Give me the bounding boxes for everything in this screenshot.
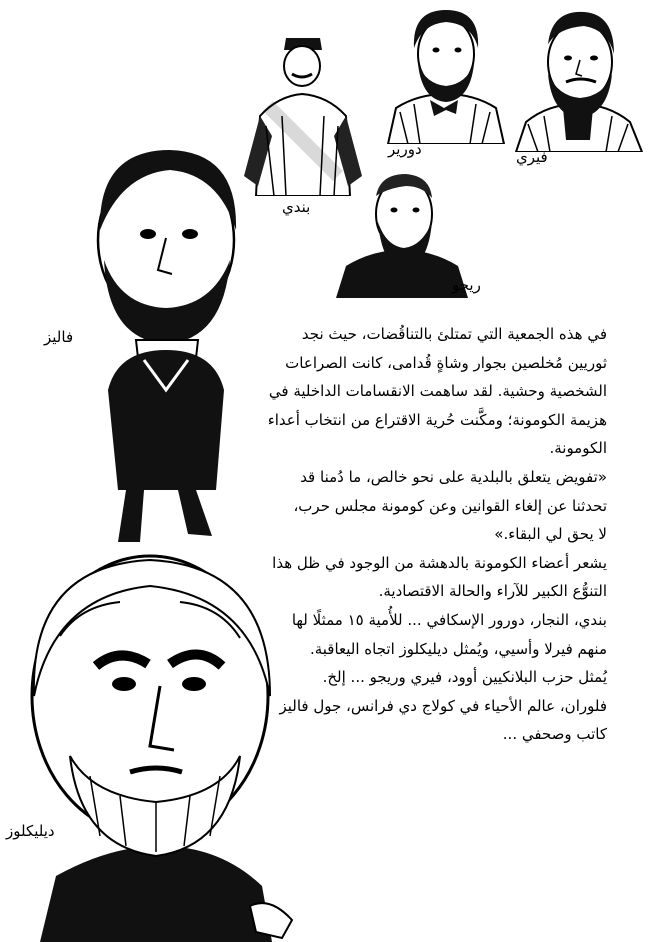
- text-line: التنوُّع الكبير للآراء والحالة الاقتصادية.: [378, 582, 607, 601]
- text-line: الكومونة.: [549, 439, 607, 458]
- text-line: كاتب وصحفي ...: [502, 725, 607, 744]
- portrait-rigo: [336, 166, 468, 298]
- text-line: فلوران، عالم الأحياء في كولاج دي فرانس، جول فاليز: [279, 696, 607, 715]
- body-text: [262, 320, 607, 749]
- quote-line: تحدثنا عن إلغاء القوانين وعن كومونة مجلس حرب،: [293, 496, 607, 515]
- portrait-dorir: [384, 4, 508, 144]
- caption-dorir: دورير: [388, 140, 422, 158]
- caption-delikloz: ديليكلوز: [6, 822, 55, 840]
- text-line: بندي، النجار، دورور الإسكافي ... للأُمية ١٥ ممثلًا لها: [291, 610, 607, 629]
- caption-rigo: ريجو: [452, 276, 481, 294]
- quote-line: لا يحق لي البقاء.»: [494, 525, 607, 544]
- text-line: الشخصية وحشية. لقد ساهمت الانقسامات الداخلية في: [268, 382, 607, 401]
- text-line: يُمثل حزب البلانكيين أوود، فيري وريجو ... إلخ.: [322, 668, 607, 687]
- caption-faliz: فاليز: [44, 328, 74, 346]
- portrait-faliz: [78, 130, 248, 550]
- portrait-feri: [508, 4, 648, 152]
- text-line: منهم فيرلا وأسيي، ويُمثل ديليكلوز اتجاه اليعاقبة.: [309, 639, 607, 658]
- text-line: هزيمة الكومونة؛ ومكَّنت حُرية الاقتراع من انتخاب أعداء: [267, 410, 607, 429]
- text-line: يشعر أعضاء الكومونة بالدهشة من الوجود في ظل هذا: [272, 553, 607, 572]
- text-line: ثوريين مُخلصين بجوار وشاةٍ قُدامى، كانت الصراعات: [285, 353, 607, 372]
- quote-line: «تفويض يتعلق بالبلدية على نحو خالص، ما دُمنا قد: [300, 467, 607, 486]
- portrait-delikloz: [0, 546, 300, 942]
- caption-feri: فيري: [516, 148, 548, 166]
- caption-bandi: بندي: [282, 198, 311, 216]
- text-line: في هذه الجمعية التي تمتلئ بالتناقُضات، حيث نجد: [301, 325, 607, 343]
